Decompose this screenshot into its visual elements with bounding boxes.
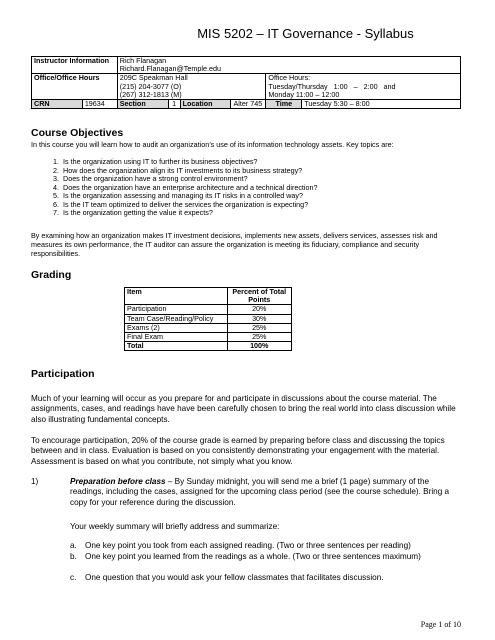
- location-label: Location: [180, 100, 231, 109]
- preparation-title: Preparation before class: [70, 477, 166, 486]
- location-value: Alter 745: [231, 100, 266, 109]
- objectives-heading: Course Objectives: [31, 127, 124, 139]
- office-cell: [117, 74, 266, 100]
- grading-percent: 25%: [227, 323, 291, 332]
- participation-para-2: To encourage participation, 20% of the course grade is earned by preparing before class and discussing the topics between and in class. Evaluation is based on you consistently demonstrating your engagement with the material. Assessment is based on what you contribute, not simply what you know.: [31, 436, 445, 466]
- instructor-info-table: [31, 56, 461, 109]
- instructor-name: Rich Flanagan: [119, 56, 167, 65]
- instructor-label: Instructor Information: [32, 57, 118, 74]
- grading-percent: 25%: [227, 333, 291, 342]
- item-number: 1): [31, 477, 39, 486]
- summary-letter: a.: [70, 541, 77, 550]
- office-hours-cell: [266, 74, 461, 100]
- mobile-phone: (267) 312-1813 (M): [119, 89, 182, 99]
- grading-percent: 30%: [227, 314, 291, 323]
- list-item: 2. How does the organization align its IT investments to its business strategy?: [61, 167, 461, 176]
- section-value: 1: [168, 100, 180, 109]
- grading-item: Team Case/Reading/Policy: [125, 314, 228, 323]
- grading-table: [124, 287, 292, 351]
- office-phone: (215) 204-3077 (O): [119, 81, 182, 91]
- instructor-cell: [117, 57, 460, 74]
- list-item: 1. Is the organization using IT to further its business objectives?: [61, 158, 461, 167]
- table-row: [125, 305, 292, 314]
- objectives-closing: By examining how an organization makes IT investment decisions, implements new assets, delivers services, assesses risk and measures its own performance, the IT auditor can assure the organization is meeting its fiduciary, compliance and security responsibilities.: [31, 231, 438, 258]
- grading-item: Participation: [125, 305, 228, 314]
- office-hours-label: Office Hours:: [268, 73, 311, 83]
- grading-col-percent: Percent of Total Points: [227, 288, 291, 305]
- list-item: 6. Is the IT team optimized to deliver the services the organization is expecting?: [61, 201, 461, 210]
- instructor-email[interactable]: Richard.Flanagan@Temple.edu: [119, 64, 221, 74]
- office-label: Office/Office Hours: [32, 74, 118, 100]
- table-row-total: [125, 342, 292, 351]
- grading-col-item: Item: [125, 288, 228, 305]
- list-item: 3. Does the organization have a strong control environment?: [61, 175, 461, 184]
- participation-heading: Participation: [31, 368, 95, 380]
- list-item: 4. Does the organization have an enterprise architecture and a technical direction?: [61, 184, 461, 193]
- summary-letter: c.: [70, 573, 77, 582]
- list-item: 7. Is the organization getting the value it expects?: [61, 209, 461, 218]
- participation-para-1: Much of your learning will occur as you prepare for and participate in discussions about the course material. The assignments, cases, and readings have have been carefully chosen to bring the real world into class discussion while also illustrating fundamental concepts.: [31, 394, 456, 424]
- office-hours-line-1: Tuesday/Thursday 1:00 – 2:00 and: [268, 81, 396, 91]
- grading-heading: Grading: [31, 269, 72, 281]
- summary-item: One key point you learned from the readings as a whole. (Two or three sentences maximum): [85, 552, 421, 561]
- table-row: [125, 314, 292, 323]
- page-number: Page 1 of 10: [420, 620, 461, 629]
- objectives-list: [31, 158, 461, 218]
- crn-value: 19634: [82, 100, 117, 109]
- grading-total-value: 100%: [227, 342, 291, 351]
- time-label: Time: [266, 100, 302, 109]
- grading-total-label: Total: [125, 342, 228, 351]
- summary-intro: Your weekly summary will briefly address and summarize:: [70, 522, 280, 531]
- summary-item: One key point you took from each assigned reading. (Two or three sentences per reading): [85, 541, 411, 550]
- preparation-item: [70, 477, 462, 508]
- list-item: 5. Is the organization assessing and managing its IT risks in a controlled way?: [61, 192, 461, 201]
- crn-label: CRN: [32, 100, 83, 109]
- grading-item: Exams (2): [125, 323, 228, 332]
- preparation-text: – By Sunday midnight, you will send me a brief (1 page) summary of the readings, including the cases, assigned for the upcoming class period (see the course schedule). Bring a copy for your reference during the discussion.: [70, 477, 450, 507]
- objectives-intro: In this course you will learn how to audit an organization’s use of its information technology assets. Key topics are:: [31, 140, 394, 149]
- office-hours-line-2: Monday 11:00 – 12:00: [268, 89, 340, 99]
- grading-percent: 20%: [227, 305, 291, 314]
- summary-item: One question that you would ask your fellow classmates that facilitates discussion.: [85, 573, 384, 582]
- summary-letter: b.: [70, 552, 77, 561]
- section-label: Section: [117, 100, 168, 109]
- time-value: Tuesday 5:30 – 8:00: [302, 100, 461, 109]
- office-room: 209C Speakman Hall: [119, 73, 188, 83]
- page-title: MIS 5202 – IT Governance - Syllabus: [197, 26, 414, 41]
- grading-item: Final Exam: [125, 333, 228, 342]
